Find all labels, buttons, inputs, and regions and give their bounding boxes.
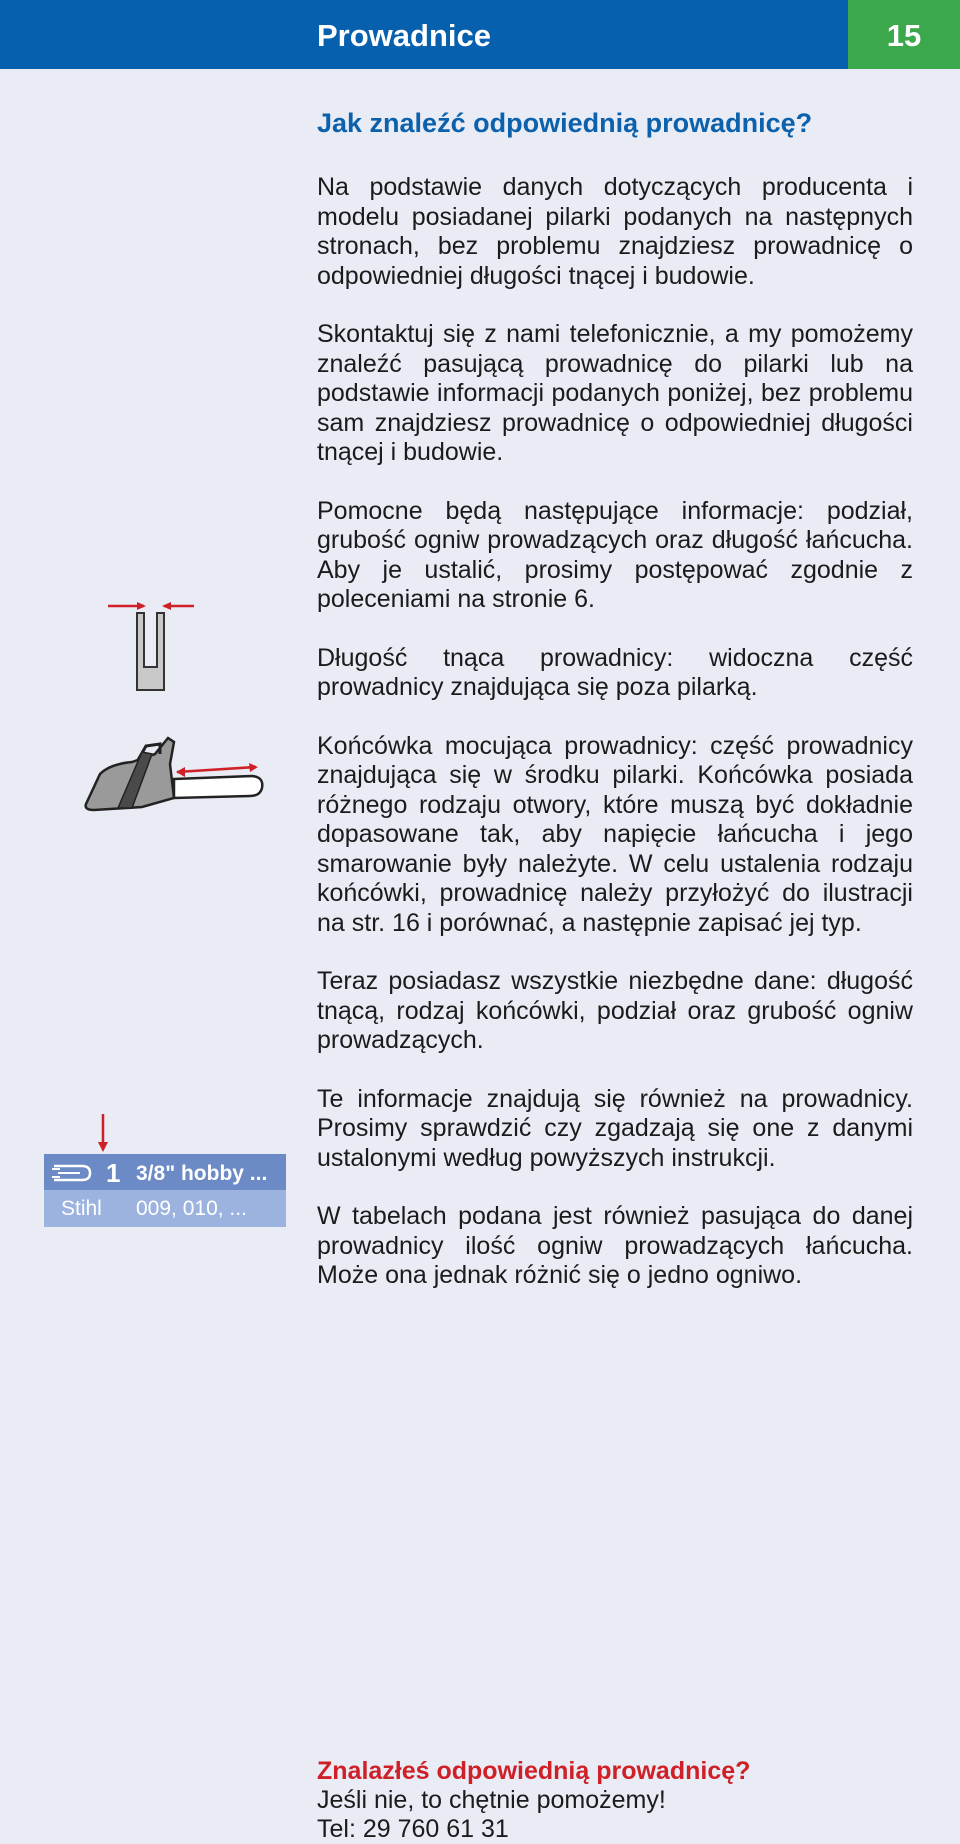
paragraph-all-data: Teraz posiadasz wszystkie niezbędne dane: długość tnącą, rodzaj końcówki, podział oraz grubość ogniw prowadzących.	[317, 967, 913, 1054]
bar-groove-icon	[137, 613, 164, 690]
paragraph-manufacturer-info: Na podstawie danych dotyczących producenta i modelu posiadanej pilarki podanych na następnych stronach, bez problemu znajdziesz prowadnicę o odpowiedniej długości tnącej i budowie.	[317, 173, 913, 290]
paragraph-drive-links: W tabelach podana jest również pasująca do danej prowadnicy ilość ogniw prowadzących łańcucha. Może ona jednak różnić się o jedno ogniwo.	[317, 1202, 913, 1289]
chain-bar-icon	[50, 1160, 94, 1186]
paragraph-cutting-length: Długość tnąca prowadnicy: widoczna część prowadnicy znajdująca się poza pilarką.	[317, 643, 913, 701]
table-pitch: 3/8" hobby ...	[136, 1162, 268, 1185]
table-header-row	[44, 1154, 286, 1190]
chainsaw-illustration	[80, 732, 270, 812]
table-number: 1	[106, 1158, 121, 1188]
paragraph-helpful-info: Pomocne będą następujące informacje: podział, grubość ogniw prowadzących oraz długość łańcucha. Aby je ustalić, prosimy postępować zgodnie z poleceniami na stronie 6.	[317, 496, 913, 613]
paragraph-on-bar: Te informacje znajdują się również na prowadnicy. Prosimy sprawdzić czy zgadzają się one z danymi ustalonymi według powyższych instrukcji.	[317, 1084, 913, 1172]
footer-phone[interactable]: Tel: 29 760 61 31	[317, 1815, 509, 1843]
page-header	[0, 0, 960, 69]
table-brand: Stihl	[61, 1197, 102, 1220]
table-models: 009, 010, ...	[136, 1197, 247, 1220]
arrow-down-icon	[96, 1114, 110, 1154]
table-data-row	[44, 1190, 286, 1227]
paragraph-mounting-end: Końcówka mocująca prowadnicy: część prowadnicy znajdująca się w środku pilarki. Końcówka posiada różnego rodzaju otwory, które muszą być dokładnie dopasowane tak, aby napięcie łańcucha i jego smarowanie były należyte. W celu ustalenia rodzaju końcówki, prowadnicę należy przyłożyć do ilustracji na str. 16 i porównać, a następnie zapisać jej typ.	[317, 731, 913, 937]
main-content	[317, 103, 913, 1320]
length-arrow-icon	[177, 767, 256, 772]
sample-table-illustration	[44, 1114, 286, 1227]
footer-question: Znalazłeś odpowiednią prowadnicę?	[317, 1757, 751, 1785]
chainsaw-icon	[86, 738, 263, 810]
groove-gauge-illustration	[104, 597, 204, 693]
footer-help-text: Jeśli nie, to chętnie pomożemy!	[317, 1786, 666, 1814]
section-title: Prowadnice	[317, 18, 491, 53]
page-heading: Jak znaleźć odpowiednią prowadnicę?	[317, 108, 813, 138]
paragraph-contact-us: Skontaktuj się z nami telefonicznie, a my pomożemy znaleźć pasującą prowadnicę do pilarki lub na podstawie informacji podanych poniżej, bez problemu sam znajdziesz prowadnicę o odpowiedniej długości tnącej i budowie.	[317, 320, 913, 466]
contact-footer	[317, 1757, 917, 1844]
page-number: 15	[848, 0, 960, 69]
